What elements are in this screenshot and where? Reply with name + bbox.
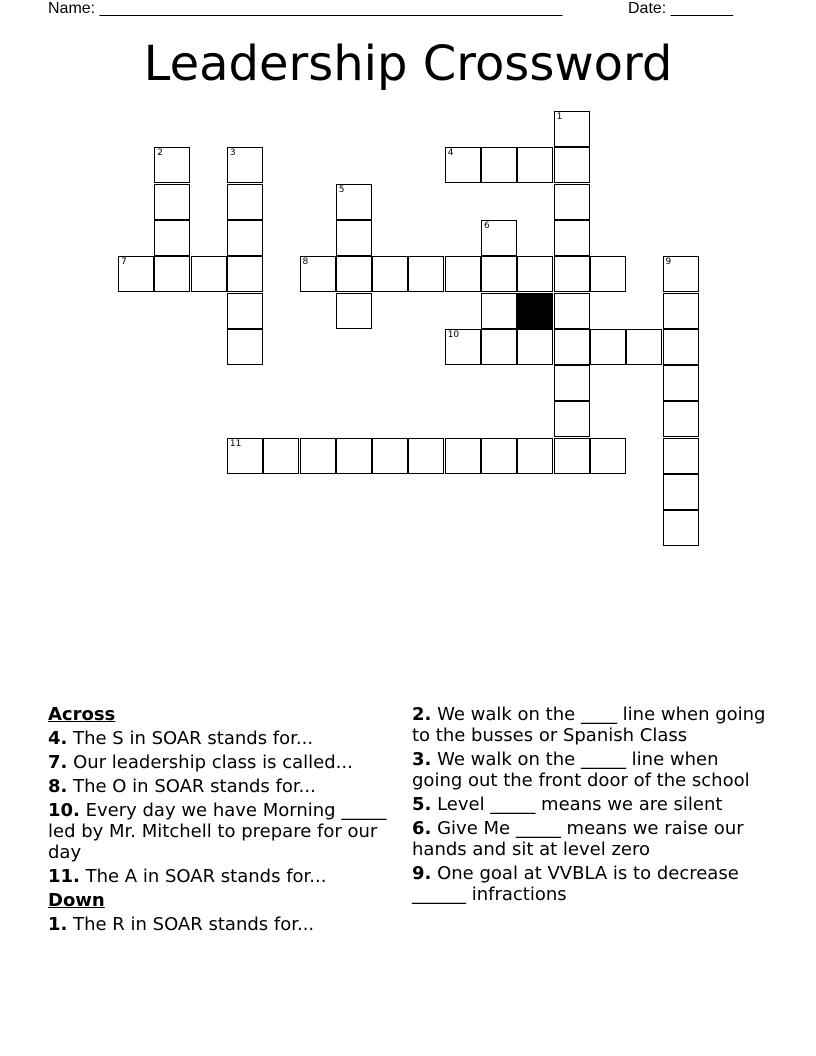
clue-down-3: 3. We walk on the _____ line when going out the front door of the school	[412, 749, 750, 791]
grid-cell[interactable]	[408, 256, 444, 292]
grid-cell[interactable]	[481, 256, 517, 292]
grid-cell[interactable]	[663, 293, 699, 329]
cell-number: 3	[229, 148, 236, 159]
grid-cell[interactable]	[590, 438, 626, 474]
clue-across-10: 10. Every day we have Morning _____ led by Mr. Mitchell to prepare for our day	[48, 800, 387, 863]
grid-cell[interactable]	[481, 293, 517, 329]
clues-column-right	[412, 704, 772, 908]
grid-cell[interactable]	[554, 147, 590, 183]
cell-number: 1	[556, 112, 563, 122]
grid-cell[interactable]	[372, 256, 408, 292]
grid-cell[interactable]	[481, 220, 517, 256]
grid-cell[interactable]	[517, 256, 553, 292]
date-field-label: Date: _______	[628, 0, 733, 17]
grid-cell[interactable]	[372, 438, 408, 474]
grid-cell[interactable]	[445, 438, 481, 474]
grid-cell[interactable]	[336, 438, 372, 474]
cell-number: 2	[157, 148, 164, 159]
grid-cell[interactable]	[517, 438, 553, 474]
clue-across-11: 11. The A in SOAR stands for...	[48, 866, 327, 887]
grid-cell[interactable]	[227, 184, 263, 220]
cell-number: 6	[484, 220, 490, 231]
name-field-label: Name: ____________________________________________________	[48, 0, 563, 17]
grid-cell[interactable]	[227, 147, 263, 183]
grid-cell[interactable]	[626, 329, 662, 365]
grid-cell[interactable]	[663, 510, 699, 546]
grid-cell[interactable]	[554, 184, 590, 220]
grid-cell[interactable]	[154, 184, 190, 220]
clue-across-8: 8. The O in SOAR stands for...	[48, 776, 316, 797]
clue-down-1: 1. The R in SOAR stands for...	[48, 914, 315, 935]
grid-cell[interactable]	[408, 438, 444, 474]
grid-cell[interactable]	[300, 438, 336, 474]
cell-number: 10	[447, 329, 460, 340]
grid-cell[interactable]	[227, 293, 263, 329]
grid-cell[interactable]	[590, 329, 626, 365]
grid-cell[interactable]	[118, 256, 154, 292]
grid-cell[interactable]	[481, 438, 517, 474]
grid-cell[interactable]	[517, 329, 553, 365]
grid-cell[interactable]	[227, 438, 263, 474]
clue-across-4: 4. The S in SOAR stands for...	[48, 728, 314, 749]
grid-cell[interactable]	[336, 256, 372, 292]
grid-cell[interactable]	[336, 220, 372, 256]
grid-cell[interactable]	[663, 365, 699, 401]
grid-cell[interactable]	[554, 438, 590, 474]
grid-cell[interactable]	[663, 401, 699, 437]
grid-cell[interactable]	[554, 220, 590, 256]
grid-cell[interactable]	[517, 147, 553, 183]
cell-number: 5	[338, 184, 345, 195]
across-heading: Across	[48, 704, 116, 725]
cell-number: 8	[302, 257, 309, 268]
grid-cell[interactable]	[554, 293, 590, 329]
grid-cell[interactable]	[300, 256, 336, 292]
clues-column-left	[48, 704, 400, 938]
grid-cell[interactable]	[227, 256, 263, 292]
grid-cell[interactable]	[663, 329, 699, 365]
grid-cell[interactable]	[336, 293, 372, 329]
grid-cell[interactable]	[554, 365, 590, 401]
cell-number: 11	[229, 438, 242, 449]
grid-cell[interactable]	[554, 401, 590, 437]
grid-cell[interactable]	[154, 256, 190, 292]
clue-down-6: 6. Give Me _____ means we raise our hands and sit at level zero	[412, 818, 744, 860]
grid-cell[interactable]	[590, 256, 626, 292]
grid-cell[interactable]	[336, 184, 372, 220]
grid-cell[interactable]	[663, 474, 699, 510]
cell-number: 7	[121, 257, 127, 268]
grid-cell[interactable]	[154, 147, 190, 183]
clue-down-2: 2. We walk on the ____ line when going to the busses or Spanish Class	[412, 704, 766, 746]
grid-cell[interactable]	[445, 256, 481, 292]
grid-cell[interactable]	[663, 438, 699, 474]
grid-cell[interactable]	[554, 111, 590, 147]
grid-cell[interactable]	[263, 438, 299, 474]
grid-cell[interactable]	[154, 220, 190, 256]
cell-number: 4	[447, 148, 454, 159]
grid-cell[interactable]	[191, 256, 227, 292]
clue-down-5: 5. Level _____ means we are silent	[412, 794, 723, 815]
grid-cell[interactable]	[227, 329, 263, 365]
grid-cell[interactable]	[554, 256, 590, 292]
clue-across-7: 7. Our leadership class is called...	[48, 752, 353, 773]
grid-cell[interactable]	[227, 220, 263, 256]
cell-number: 9	[665, 257, 672, 268]
down-heading: Down	[48, 890, 105, 911]
clue-down-9: 9. One goal at VVBLA is to decrease ______ infractions	[412, 863, 739, 905]
grid-cell[interactable]	[481, 329, 517, 365]
grid-cell-black	[517, 293, 553, 329]
grid-cell[interactable]	[445, 147, 481, 183]
grid-cell[interactable]	[663, 256, 699, 292]
grid-cell[interactable]	[481, 147, 517, 183]
grid-cell[interactable]	[554, 329, 590, 365]
page-title: Leadership Crossword	[143, 36, 673, 92]
grid-cell[interactable]	[445, 329, 481, 365]
